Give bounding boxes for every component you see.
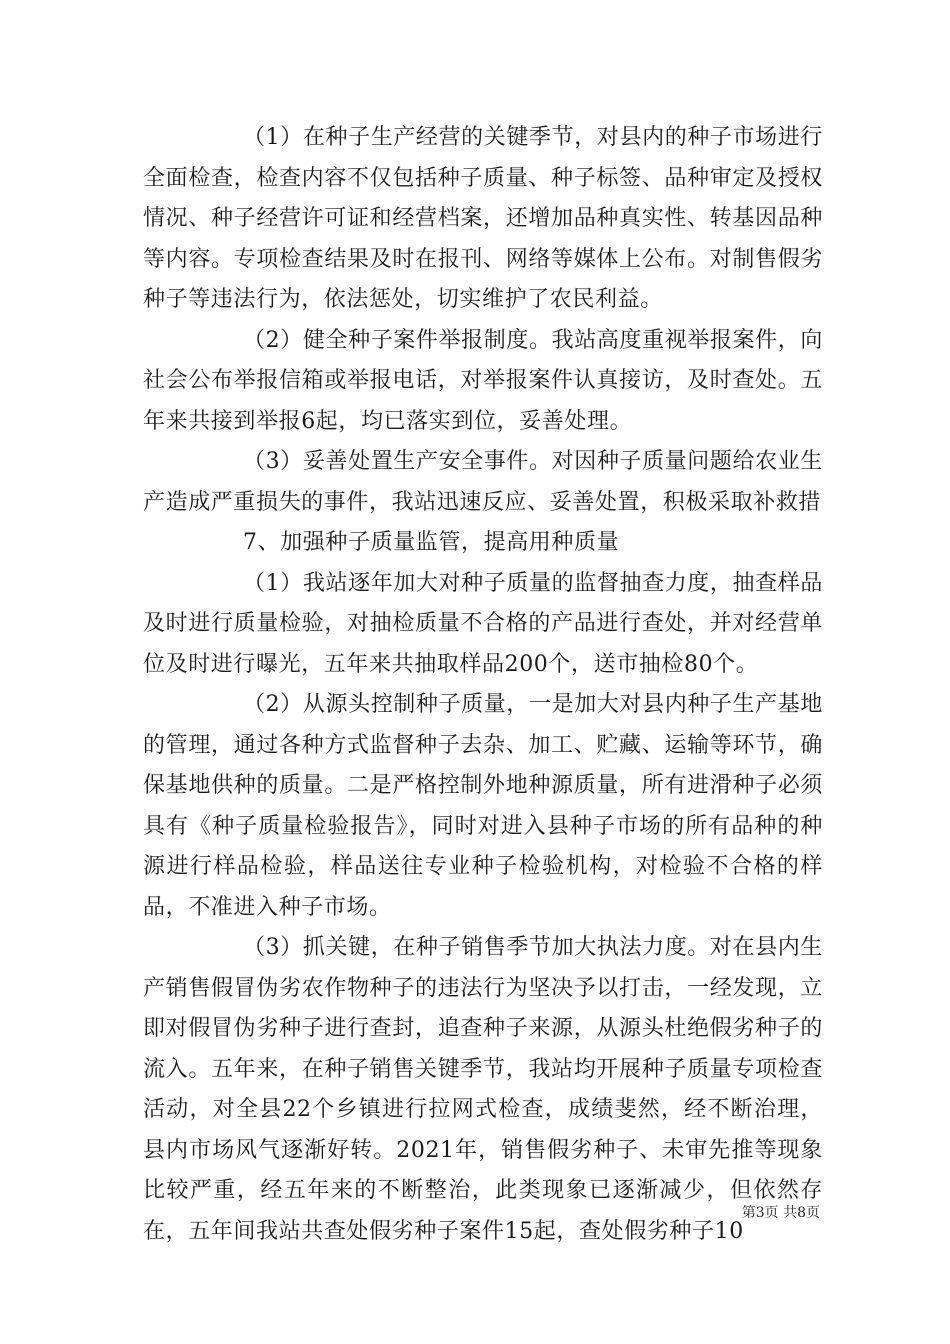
paragraph-source-control: （2）从源头控制种子质量，一是加大对县内种子生产基地的管理，通过各种方式监督种子去杂、加工、贮藏、运输等环节，确保基地供种的质量。二是严格控制外地种源质量，所有进滑种子必须具有《种子质量检验报告》，同时对进入县种子市场的所有品种的种源进行样品检验，样品送往专业种子检验机构，对检验不合格的样品，不准进入种子市场。 xyxy=(143,692,823,920)
paragraph-safety-events: （3）妥善处置生产安全事件。对因种子质量问题给农业生产造成严重损失的事件，我站迅速反应、妥善处置，积极采取补救措 xyxy=(143,449,823,515)
page-number: 第3页 共8页 xyxy=(741,1205,820,1221)
paragraph-sampling: （1）我站逐年加大对种子质量的监督抽查力度，抽查样品及时进行质量检验，对抽检质量不合格的产品进行查处，并对经营单位及时进行曝光，五年来共抽取样品200个，送市抽检80个。 xyxy=(143,570,823,677)
section-heading-quality: 7、加强种子质量监管，提高用种质量 xyxy=(243,530,620,555)
paragraph-inspection: （1）在种子生产经营的关键季节，对县内的种子市场进行全面检查，检查内容不仅包括种子质量、种子标签、品种审定及授权情况、种子经营许可证和经营档案，还增加品种真实性、转基因品种等内容。专项检查结果及时在报刊、网络等媒体上公布。对制售假劣种子等违法行为，依法惩处，切实维护了农民利益。 xyxy=(143,125,823,312)
document-body xyxy=(143,118,823,1252)
paragraph-report-system: （2）健全种子案件举报制度。我站高度重视举报案件，向社会公布举报信箱或举报电话，对举报案件认真接访，及时查处。五年来共接到举报6起，均已落实到位，妥善处理。 xyxy=(143,327,823,434)
paragraph-enforcement: （3）抓关键，在种子销售季节加大执法力度。对在县内生产销售假冒伪劣农作物种子的违法行为坚决予以打击，一经发现，立即对假冒伪劣种子进行查封，追查种子来源，从源头杜绝假劣种子的流入。五年来，在种子销售关键季节，我站均开展种子质量专项检查活动，对全县22个乡镇进行拉网式检查，成绩斐然，经不断治理，县内市场风气逐渐好转。2021年，销售假劣种子、未审先推等现象比较严重，经五年来的不断整治，此类现象已逐渐减少，但依然存在，五年间我站共查处假劣种子案件15起，查处假劣种子10 xyxy=(143,935,823,1244)
